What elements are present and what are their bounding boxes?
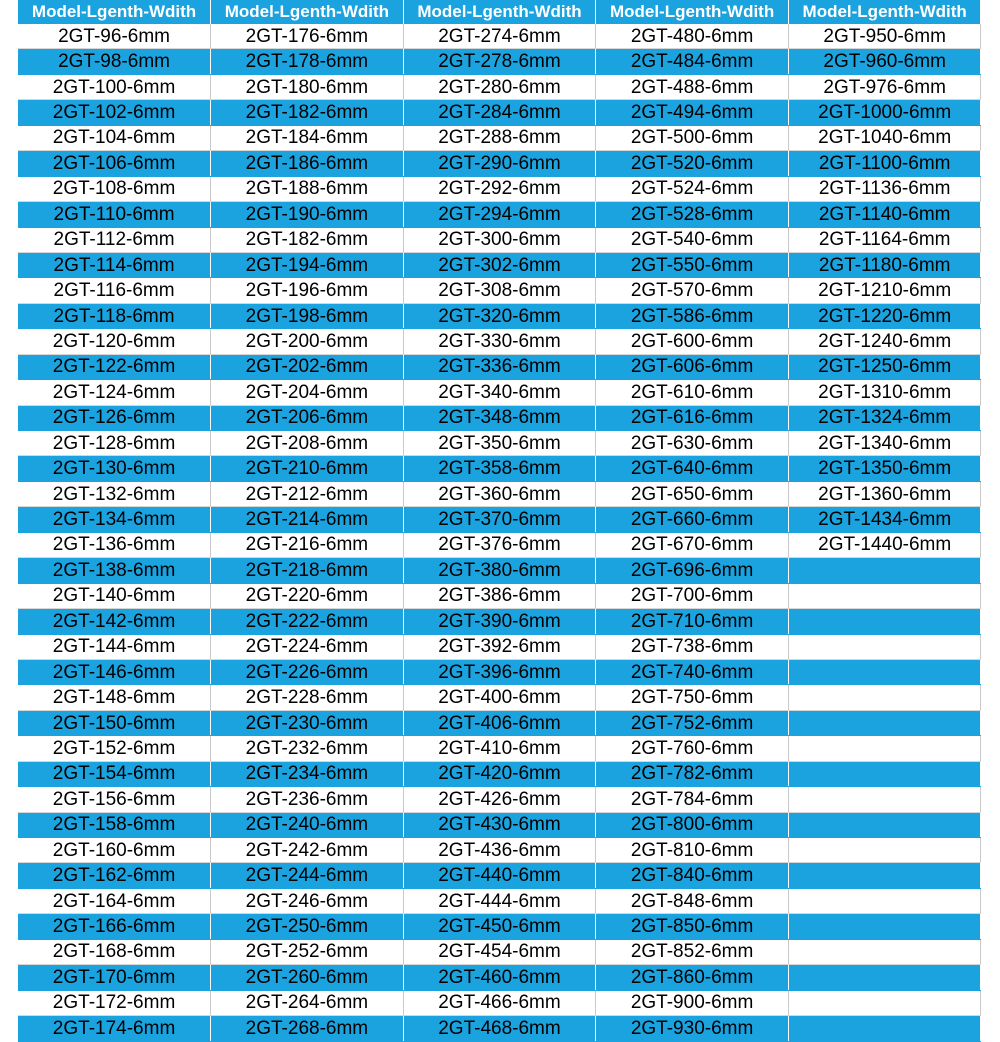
- table-cell: 2GT-500-6mm: [596, 125, 789, 150]
- table-row: [18, 1016, 981, 1041]
- table-cell: 2GT-106-6mm: [18, 151, 211, 176]
- table-cell: 2GT-852-6mm: [596, 939, 789, 964]
- table-cell: 2GT-426-6mm: [403, 787, 596, 812]
- table-cell: 2GT-1140-6mm: [788, 202, 981, 227]
- table-row: [18, 863, 981, 888]
- table-row: [18, 659, 981, 684]
- table-cell: 2GT-164-6mm: [18, 888, 211, 913]
- table-cell: 2GT-640-6mm: [596, 456, 789, 481]
- table-cell: 2GT-454-6mm: [403, 939, 596, 964]
- table-cell: 2GT-1136-6mm: [788, 176, 981, 201]
- table-row: [18, 888, 981, 913]
- column-header: Model-Lgenth-Wdith: [403, 0, 596, 24]
- table-row: [18, 736, 981, 761]
- column-header: Model-Lgenth-Wdith: [18, 0, 211, 24]
- table-cell: 2GT-1220-6mm: [788, 303, 981, 328]
- table-cell: 2GT-600-6mm: [596, 329, 789, 354]
- table-cell: 2GT-630-6mm: [596, 431, 789, 456]
- table-cell: 2GT-1240-6mm: [788, 329, 981, 354]
- table-cell: 2GT-300-6mm: [403, 227, 596, 252]
- table-cell: 2GT-130-6mm: [18, 456, 211, 481]
- table-cell: [788, 659, 981, 684]
- table-row: [18, 507, 981, 532]
- table-cell: 2GT-194-6mm: [211, 252, 404, 277]
- table-row: [18, 583, 981, 608]
- table-cell: 2GT-484-6mm: [596, 49, 789, 74]
- table-cell: 2GT-170-6mm: [18, 965, 211, 990]
- table-cell: 2GT-1250-6mm: [788, 354, 981, 379]
- table-cell: [788, 609, 981, 634]
- table-cell: 2GT-232-6mm: [211, 736, 404, 761]
- table-cell: 2GT-124-6mm: [18, 380, 211, 405]
- table-row: [18, 329, 981, 354]
- table-cell: 2GT-150-6mm: [18, 710, 211, 735]
- table-cell: 2GT-350-6mm: [403, 431, 596, 456]
- table-cell: 2GT-138-6mm: [18, 558, 211, 583]
- table-cell: 2GT-96-6mm: [18, 24, 211, 49]
- table-cell: 2GT-900-6mm: [596, 990, 789, 1015]
- table-cell: 2GT-1340-6mm: [788, 431, 981, 456]
- table-cell: 2GT-168-6mm: [18, 939, 211, 964]
- table-cell: 2GT-386-6mm: [403, 583, 596, 608]
- table-row: [18, 74, 981, 99]
- table-cell: [788, 736, 981, 761]
- table-cell: 2GT-196-6mm: [211, 278, 404, 303]
- table-cell: 2GT-520-6mm: [596, 151, 789, 176]
- table-row: [18, 49, 981, 74]
- table-row: [18, 176, 981, 201]
- table-cell: [788, 939, 981, 964]
- table-cell: 2GT-710-6mm: [596, 609, 789, 634]
- table-cell: 2GT-252-6mm: [211, 939, 404, 964]
- table-cell: 2GT-1350-6mm: [788, 456, 981, 481]
- table-cell: 2GT-406-6mm: [403, 710, 596, 735]
- table-cell: 2GT-172-6mm: [18, 990, 211, 1015]
- table-cell: 2GT-370-6mm: [403, 507, 596, 532]
- table-cell: 2GT-278-6mm: [403, 49, 596, 74]
- table-cell: 2GT-260-6mm: [211, 965, 404, 990]
- table-row: [18, 481, 981, 506]
- table-cell: [788, 812, 981, 837]
- table-cell: 2GT-782-6mm: [596, 761, 789, 786]
- table-cell: 2GT-246-6mm: [211, 888, 404, 913]
- table-row: [18, 380, 981, 405]
- table-row: [18, 914, 981, 939]
- table-cell: 2GT-358-6mm: [403, 456, 596, 481]
- table-cell: 2GT-1164-6mm: [788, 227, 981, 252]
- table-row: [18, 456, 981, 481]
- table-cell: 2GT-218-6mm: [211, 558, 404, 583]
- table-cell: 2GT-348-6mm: [403, 405, 596, 430]
- table-cell: 2GT-148-6mm: [18, 685, 211, 710]
- table-cell: 2GT-128-6mm: [18, 431, 211, 456]
- table-cell: 2GT-208-6mm: [211, 431, 404, 456]
- table-cell: 2GT-156-6mm: [18, 787, 211, 812]
- table-cell: 2GT-308-6mm: [403, 278, 596, 303]
- table-cell: 2GT-460-6mm: [403, 965, 596, 990]
- table-cell: 2GT-134-6mm: [18, 507, 211, 532]
- table-cell: 2GT-274-6mm: [403, 24, 596, 49]
- table-cell: 2GT-660-6mm: [596, 507, 789, 532]
- table-cell: 2GT-700-6mm: [596, 583, 789, 608]
- table-cell: 2GT-280-6mm: [403, 74, 596, 99]
- table-cell: 2GT-140-6mm: [18, 583, 211, 608]
- table-cell: 2GT-752-6mm: [596, 710, 789, 735]
- table-cell: 2GT-104-6mm: [18, 125, 211, 150]
- table-cell: 2GT-268-6mm: [211, 1016, 404, 1041]
- table-row: [18, 609, 981, 634]
- table-cell: [788, 965, 981, 990]
- table-cell: 2GT-98-6mm: [18, 49, 211, 74]
- table-cell: 2GT-784-6mm: [596, 787, 789, 812]
- table-cell: 2GT-110-6mm: [18, 202, 211, 227]
- table-cell: 2GT-740-6mm: [596, 659, 789, 684]
- table-cell: 2GT-860-6mm: [596, 965, 789, 990]
- table-cell: 2GT-1440-6mm: [788, 532, 981, 557]
- table-cell: 2GT-234-6mm: [211, 761, 404, 786]
- table-cell: 2GT-250-6mm: [211, 914, 404, 939]
- table-cell: [788, 1016, 981, 1041]
- table-cell: 2GT-430-6mm: [403, 812, 596, 837]
- table-row: [18, 354, 981, 379]
- table-cell: 2GT-136-6mm: [18, 532, 211, 557]
- table-row: [18, 151, 981, 176]
- table-cell: 2GT-198-6mm: [211, 303, 404, 328]
- table-cell: 2GT-184-6mm: [211, 125, 404, 150]
- table-cell: 2GT-206-6mm: [211, 405, 404, 430]
- table-cell: 2GT-222-6mm: [211, 609, 404, 634]
- table-cell: 2GT-214-6mm: [211, 507, 404, 532]
- table-cell: 2GT-440-6mm: [403, 863, 596, 888]
- column-header: Model-Lgenth-Wdith: [788, 0, 981, 24]
- table-row: [18, 227, 981, 252]
- table-row: [18, 685, 981, 710]
- table-row: [18, 125, 981, 150]
- table-cell: 2GT-288-6mm: [403, 125, 596, 150]
- table-cell: 2GT-152-6mm: [18, 736, 211, 761]
- table-cell: [788, 685, 981, 710]
- table-cell: 2GT-360-6mm: [403, 481, 596, 506]
- table-cell: 2GT-436-6mm: [403, 838, 596, 863]
- table-cell: 2GT-284-6mm: [403, 100, 596, 125]
- table-cell: 2GT-230-6mm: [211, 710, 404, 735]
- table-cell: 2GT-236-6mm: [211, 787, 404, 812]
- table-cell: 2GT-380-6mm: [403, 558, 596, 583]
- table-cell: 2GT-102-6mm: [18, 100, 211, 125]
- table-cell: 2GT-116-6mm: [18, 278, 211, 303]
- table-cell: 2GT-240-6mm: [211, 812, 404, 837]
- table-cell: 2GT-160-6mm: [18, 838, 211, 863]
- table-cell: 2GT-1040-6mm: [788, 125, 981, 150]
- table-row: [18, 405, 981, 430]
- table-cell: 2GT-550-6mm: [596, 252, 789, 277]
- table-cell: 2GT-1434-6mm: [788, 507, 981, 532]
- table-cell: 2GT-180-6mm: [211, 74, 404, 99]
- table-cell: [788, 914, 981, 939]
- table-cell: 2GT-188-6mm: [211, 176, 404, 201]
- table-cell: 2GT-850-6mm: [596, 914, 789, 939]
- table-cell: 2GT-540-6mm: [596, 227, 789, 252]
- table-cell: 2GT-228-6mm: [211, 685, 404, 710]
- table-cell: 2GT-760-6mm: [596, 736, 789, 761]
- table-cell: [788, 990, 981, 1015]
- table-cell: 2GT-112-6mm: [18, 227, 211, 252]
- table-cell: 2GT-1210-6mm: [788, 278, 981, 303]
- table-cell: 2GT-606-6mm: [596, 354, 789, 379]
- table-cell: [788, 583, 981, 608]
- table-cell: 2GT-122-6mm: [18, 354, 211, 379]
- table-cell: 2GT-226-6mm: [211, 659, 404, 684]
- table-row: [18, 24, 981, 49]
- table-row: [18, 965, 981, 990]
- table-cell: 2GT-132-6mm: [18, 481, 211, 506]
- table-cell: 2GT-320-6mm: [403, 303, 596, 328]
- table-cell: 2GT-1324-6mm: [788, 405, 981, 430]
- column-header: Model-Lgenth-Wdith: [596, 0, 789, 24]
- table-cell: 2GT-468-6mm: [403, 1016, 596, 1041]
- table-cell: 2GT-1310-6mm: [788, 380, 981, 405]
- table-cell: 2GT-210-6mm: [211, 456, 404, 481]
- table-cell: 2GT-466-6mm: [403, 990, 596, 1015]
- table-cell: 2GT-400-6mm: [403, 685, 596, 710]
- table-cell: 2GT-162-6mm: [18, 863, 211, 888]
- table-cell: 2GT-1360-6mm: [788, 481, 981, 506]
- table-row: [18, 100, 981, 125]
- table-cell: 2GT-696-6mm: [596, 558, 789, 583]
- table-cell: 2GT-494-6mm: [596, 100, 789, 125]
- table-cell: 2GT-840-6mm: [596, 863, 789, 888]
- table-cell: 2GT-142-6mm: [18, 609, 211, 634]
- table-cell: 2GT-178-6mm: [211, 49, 404, 74]
- table-row: [18, 303, 981, 328]
- column-header: Model-Lgenth-Wdith: [211, 0, 404, 24]
- table-cell: 2GT-146-6mm: [18, 659, 211, 684]
- table-cell: 2GT-186-6mm: [211, 151, 404, 176]
- table-cell: [788, 787, 981, 812]
- table-cell: 2GT-220-6mm: [211, 583, 404, 608]
- table-row: [18, 787, 981, 812]
- table-cell: 2GT-100-6mm: [18, 74, 211, 99]
- table-cell: 2GT-392-6mm: [403, 634, 596, 659]
- table-cell: 2GT-1000-6mm: [788, 100, 981, 125]
- table-cell: 2GT-126-6mm: [18, 405, 211, 430]
- table-cell: 2GT-212-6mm: [211, 481, 404, 506]
- table-cell: 2GT-144-6mm: [18, 634, 211, 659]
- table-row: [18, 710, 981, 735]
- table-row: [18, 558, 981, 583]
- table-row: [18, 532, 981, 557]
- table-cell: 2GT-290-6mm: [403, 151, 596, 176]
- table-cell: 2GT-244-6mm: [211, 863, 404, 888]
- table-cell: 2GT-294-6mm: [403, 202, 596, 227]
- table-cell: 2GT-292-6mm: [403, 176, 596, 201]
- table-cell: 2GT-488-6mm: [596, 74, 789, 99]
- table-cell: 2GT-154-6mm: [18, 761, 211, 786]
- table-body: [18, 24, 981, 1041]
- table-cell: [788, 863, 981, 888]
- table-cell: 2GT-396-6mm: [403, 659, 596, 684]
- table-cell: [788, 634, 981, 659]
- table-cell: 2GT-976-6mm: [788, 74, 981, 99]
- table-cell: 2GT-264-6mm: [211, 990, 404, 1015]
- table-cell: 2GT-750-6mm: [596, 685, 789, 710]
- table-cell: 2GT-524-6mm: [596, 176, 789, 201]
- table-cell: 2GT-586-6mm: [596, 303, 789, 328]
- header-row: [18, 0, 981, 24]
- table-cell: 2GT-200-6mm: [211, 329, 404, 354]
- table-cell: [788, 558, 981, 583]
- table-cell: 2GT-340-6mm: [403, 380, 596, 405]
- table-row: [18, 278, 981, 303]
- table-row: [18, 252, 981, 277]
- table-cell: 2GT-650-6mm: [596, 481, 789, 506]
- table-cell: 2GT-330-6mm: [403, 329, 596, 354]
- table-cell: 2GT-216-6mm: [211, 532, 404, 557]
- table-cell: 2GT-336-6mm: [403, 354, 596, 379]
- table-cell: 2GT-810-6mm: [596, 838, 789, 863]
- table-cell: 2GT-166-6mm: [18, 914, 211, 939]
- table-cell: 2GT-444-6mm: [403, 888, 596, 913]
- table-cell: 2GT-420-6mm: [403, 761, 596, 786]
- table-cell: 2GT-202-6mm: [211, 354, 404, 379]
- table-cell: 2GT-480-6mm: [596, 24, 789, 49]
- table-row: [18, 761, 981, 786]
- belt-size-table: [18, 0, 981, 1042]
- table-row: [18, 838, 981, 863]
- table-cell: 2GT-738-6mm: [596, 634, 789, 659]
- table-cell: [788, 761, 981, 786]
- table-cell: 2GT-376-6mm: [403, 532, 596, 557]
- table-cell: 2GT-930-6mm: [596, 1016, 789, 1041]
- table-cell: 2GT-224-6mm: [211, 634, 404, 659]
- table-cell: [788, 838, 981, 863]
- table-cell: 2GT-410-6mm: [403, 736, 596, 761]
- table-row: [18, 812, 981, 837]
- table-cell: [788, 888, 981, 913]
- table-cell: 2GT-118-6mm: [18, 303, 211, 328]
- table-cell: 2GT-182-6mm: [211, 227, 404, 252]
- table-cell: 2GT-950-6mm: [788, 24, 981, 49]
- table-row: [18, 431, 981, 456]
- table-cell: 2GT-174-6mm: [18, 1016, 211, 1041]
- table-row: [18, 990, 981, 1015]
- table-cell: 2GT-1100-6mm: [788, 151, 981, 176]
- table-cell: 2GT-528-6mm: [596, 202, 789, 227]
- table-cell: 2GT-616-6mm: [596, 405, 789, 430]
- table-cell: 2GT-182-6mm: [211, 100, 404, 125]
- table-row: [18, 202, 981, 227]
- table-cell: 2GT-390-6mm: [403, 609, 596, 634]
- table-cell: 2GT-158-6mm: [18, 812, 211, 837]
- table-cell: 2GT-108-6mm: [18, 176, 211, 201]
- table-cell: [788, 710, 981, 735]
- table-cell: 2GT-176-6mm: [211, 24, 404, 49]
- table-cell: 2GT-960-6mm: [788, 49, 981, 74]
- table-cell: 2GT-114-6mm: [18, 252, 211, 277]
- table-cell: 2GT-242-6mm: [211, 838, 404, 863]
- table-cell: 2GT-610-6mm: [596, 380, 789, 405]
- table-cell: 2GT-302-6mm: [403, 252, 596, 277]
- table-cell: 2GT-190-6mm: [211, 202, 404, 227]
- table-cell: 2GT-570-6mm: [596, 278, 789, 303]
- table-cell: 2GT-848-6mm: [596, 888, 789, 913]
- table-cell: 2GT-120-6mm: [18, 329, 211, 354]
- table-cell: 2GT-670-6mm: [596, 532, 789, 557]
- table-row: [18, 939, 981, 964]
- table-cell: 2GT-204-6mm: [211, 380, 404, 405]
- table-row: [18, 634, 981, 659]
- table-cell: 2GT-800-6mm: [596, 812, 789, 837]
- table-cell: 2GT-1180-6mm: [788, 252, 981, 277]
- table-cell: 2GT-450-6mm: [403, 914, 596, 939]
